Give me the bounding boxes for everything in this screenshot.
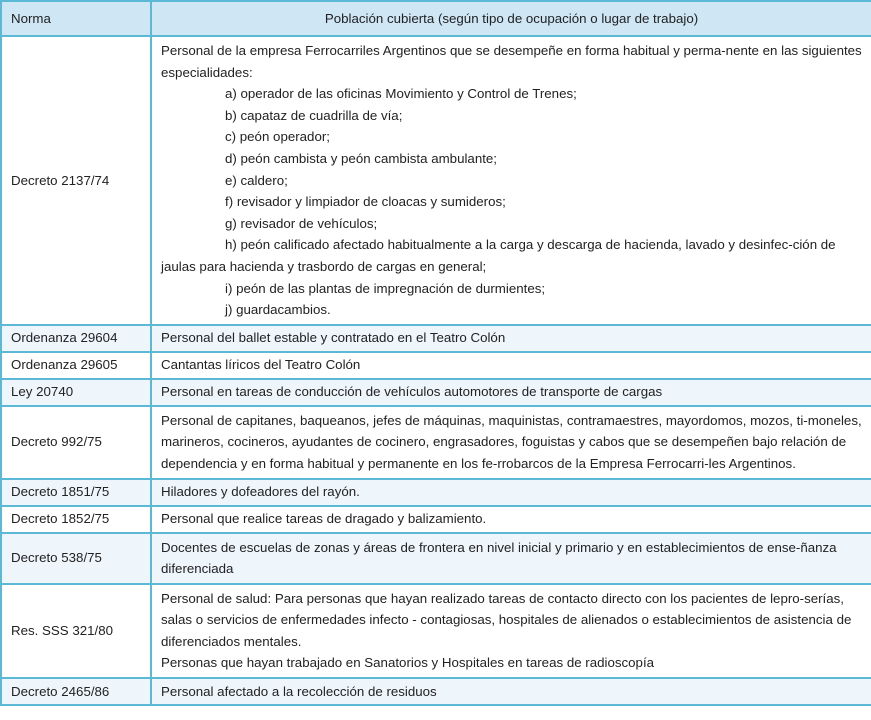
- poblacion-cell: Docentes de escuelas de zonas y áreas de frontera en nivel inicial y primario y en establecimientos de ense-ñanza diferenciada: [151, 533, 871, 584]
- list-item: b) capataz de cuadrilla de vía;: [225, 107, 403, 123]
- poblacion-cell: Personal que realice tareas de dragado y balizamiento.: [151, 506, 871, 533]
- list-item: e) caldero;: [225, 172, 288, 188]
- table-row: [1, 533, 871, 584]
- table-row: [1, 678, 871, 705]
- header-norma: Norma: [1, 1, 151, 36]
- norma-cell: Decreto 1851/75: [1, 479, 151, 506]
- norma-cell: Ordenanza 29605: [1, 352, 151, 379]
- table-header-row: [1, 1, 871, 36]
- poblacion-cell: Personal afectado a la recolección de residuos: [151, 678, 871, 705]
- poblacion-cell: Cantantas líricos del Teatro Colón: [151, 352, 871, 379]
- poblacion-cell: [151, 584, 871, 678]
- table-row: [1, 352, 871, 379]
- norma-cell: Ley 20740: [1, 379, 151, 406]
- list-item: g) revisador de vehículos;: [225, 215, 378, 231]
- table-row: [1, 479, 871, 506]
- intro-text: Personal de la empresa Ferrocarriles Argentinos que se desempeñe en forma habitual y perma-nente en las siguientes especialidades:: [161, 43, 862, 80]
- table-row: [1, 406, 871, 479]
- poblacion-cell: [151, 36, 871, 325]
- list-item: j) guardacambios.: [225, 302, 331, 318]
- list-item: d) peón cambista y peón cambista ambulante;: [225, 150, 498, 166]
- norma-cell: Ordenanza 29604: [1, 325, 151, 352]
- table-row: [1, 325, 871, 352]
- norma-cell: Decreto 2137/74: [1, 36, 151, 325]
- desc-paragraph: Personal de salud: Para personas que hayan realizado tareas de contacto directo con los pacientes de lepro-serías, salas o servicios de enfermedades infecto - contagiosas, hospitales de alienados o establecimientos de asistencia de diferenciados mentales.: [161, 590, 852, 649]
- desc-paragraph: Personas que hayan trabajado en Sanatorios y Hospitales en tareas de radioscopía: [161, 655, 655, 671]
- list-item-long: h) peón calificado afectado habitualmente a la carga y descarga de hacienda, lavado y desinfec-ción de jaulas para hacienda y trasbordo de cargas en general;: [161, 237, 836, 274]
- table-row: [1, 379, 871, 406]
- table-row: [1, 506, 871, 533]
- norma-cell: Decreto 538/75: [1, 533, 151, 584]
- poblacion-cell: Personal de capitanes, baqueanos, jefes de máquinas, maquinistas, contramaestres, mayordomos, mozos, ti-moneles, marineros, cocineros, ayudantes de cocinero, engrasadores, foguistas y cabos que se desempeñen bajo relación de dependencia y en forma habitual y permanente en los fe-rrobarcos de la Empresa Ferrocarri-les Argentinos.: [151, 406, 871, 479]
- list-item: a) operador de las oficinas Movimiento y Control de Trenes;: [225, 86, 577, 102]
- poblacion-cell: Personal del ballet estable y contratado en el Teatro Colón: [151, 325, 871, 352]
- header-poblacion: Población cubierta (según tipo de ocupación o lugar de trabajo): [151, 1, 871, 36]
- table-row: [1, 36, 871, 325]
- table-row: [1, 584, 871, 678]
- poblacion-cell: Personal en tareas de conducción de vehículos automotores de transporte de cargas: [151, 379, 871, 406]
- list-item: c) peón operador;: [225, 129, 330, 145]
- norma-cell: Decreto 992/75: [1, 406, 151, 479]
- norma-cell: Decreto 1852/75: [1, 506, 151, 533]
- norma-cell: Decreto 2465/86: [1, 678, 151, 705]
- norma-cell: Res. SSS 321/80: [1, 584, 151, 678]
- list-item: f) revisador y limpiador de cloacas y sumideros;: [225, 194, 506, 210]
- list-item: i) peón de las plantas de impregnación de durmientes;: [225, 280, 546, 296]
- poblacion-cell: Hiladores y dofeadores del rayón.: [151, 479, 871, 506]
